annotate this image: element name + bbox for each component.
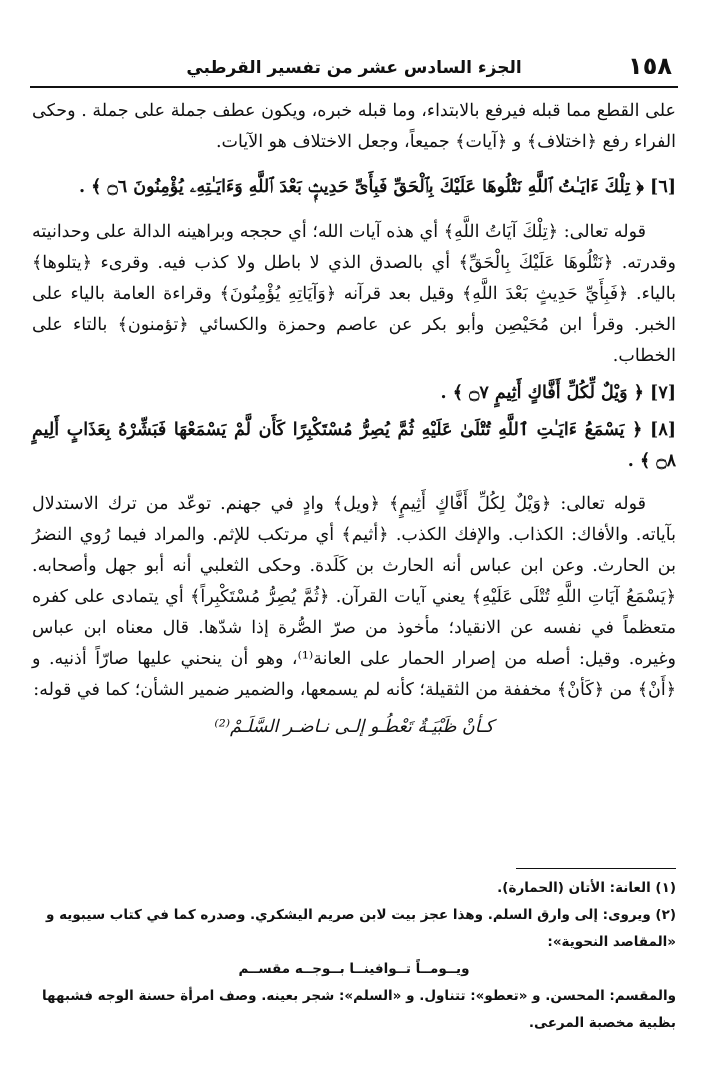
footnote-divider bbox=[516, 868, 676, 869]
running-title: الجزء السادس عشر من تفسير القرطبي bbox=[186, 58, 522, 78]
footnote-1: (١) العانة: الأتان (الحمارة). bbox=[497, 880, 676, 896]
commentary-verses-7-8: قوله تعالى: ﴿وَيْلٌ لِكُلِّ أَفَّاكٍ أَثِيمٍ﴾ ﴿ويل﴾ وادٍ في جهنم. توعّد من ترك الاستدلال بآياته. والأفاك: الكذاب. والإفك الكذب. ﴿أثيم﴾ أي مرتكب للإثم. والمراد فيما رُوي النضرُ بن الحارث. وعن ابن عباس أنه الحارث بن كَلَدة. وحكى الثعلبي أنه أبو جهل وأصحابه. ﴿يَسْمَعُ آيَاتِ اللَّهِ تُتْلَى عَلَيْهِ﴾ يعني آيات القرآن. ﴿ثُمَّ يُصِرُّ مُسْتَكْبِراً﴾ أي يتمادى على كفره متعظماً في نفسه عن الانقياد؛ مأخوذ من صرّ الصُّرة إذا شدّها. قال معناه ابن عباس وغيره. وقيل: أصله من إصرار الحمار على العانة⁽¹⁾، وهو أن ينحني عليها صارّاً أذنيه. و ﴿أَنْ﴾ من ﴿كَأنْ﴾ مخففة من الثقيلة؛ كأنه لم يسمعها، والضمير ضمير الشأن؛ كما في قوله: bbox=[32, 494, 676, 700]
paragraph: على القطع مما قبله فيرفع بالابتداء، وما قبله خبره، ويكون عطف جملة على جملة . وحكى الفراء رفع ﴿اختلاف﴾ و ﴿آيات﴾ جميعاً، وجعل الاختلاف هو الآيات. bbox=[32, 101, 676, 152]
page-number: ١٥٨ bbox=[628, 52, 672, 80]
verse-8: [٨] ﴿ يَسْمَعُ ءَايَـٰتِ ٱللَّهِ تُتْلَىٰ عَلَيْهِ ثُمَّ يُصِرُّ مُسْتَكْبِرًا كَأَن لَّمْ يَسْمَعْهَا فَبَشِّرْهُ بِعَذَابٍ أَلِيمٍ ۝٨ ﴾ . bbox=[32, 420, 676, 471]
page-header bbox=[30, 50, 678, 88]
footnotes bbox=[32, 868, 676, 1037]
poetry-line: كـأنْ ظَبْيَـةٌ تَعْطُـو إلـى نـاضـر السَّلَـمْ⁽²⁾ bbox=[214, 717, 494, 737]
verse-7: [٧] ﴿ وَيْلٌ لِّكُلِّ أَفَّاكٍ أَثِيمٍ ۝٧ ﴾ . bbox=[440, 383, 676, 403]
commentary-verse-6: قوله تعالى: ﴿تِلْكَ آيَاتُ اللَّهِ﴾ أي هذه آيات الله؛ أي حججه وبراهينه الدالة على وحدانيته وقدرته. ﴿نَتْلُوهَا عَلَيْكَ بِالْحَقِّ﴾ أي بالصدق الذي لا باطل ولا كذب فيه. وقرىء ﴿يتلوها﴾ بالياء. ﴿فَبِأَيِّ حَدِيثٍ بَعْدَ اللَّهِ﴾ وقيل بعد قرآنه ﴿وَآيَاتِهِ يُؤْمِنُونَ﴾ وقراءة العامة بالياء على الخبر. وقرأ ابن مُحَيْصِن وأبو بكر عن عاصم وحمزة والكسائي ﴿تؤمنون﴾ بالتاء على الخطاب. bbox=[32, 222, 676, 366]
footnote-2-verse: ويــومــاً تــوافينــا بــوجــه مقســم bbox=[238, 961, 470, 977]
footnote-2: (٢) ويروى: إلى وارق السلم. وهذا عجز بيت لابن صريم اليشكري. وصدره كما في كتاب سيبويه و «المقاصد النحوية»: bbox=[46, 907, 676, 950]
footnote-2-gloss: والمقسم: المحسن. و «تعطو»: تتناول. و «السلم»: شجر بعينه. وصف امرأة حسنة الوجه فشبهها بظبية مخصبة المرعى. bbox=[41, 988, 676, 1031]
verse-6: [٦] ﴿ تِلْكَ ءَايَـٰتُ ٱللَّهِ نَتْلُوهَا عَلَيْكَ بِٱلْحَقِّ فَبِأَىِّ حَدِيثٍۭ بَعْدَ ٱللَّهِ وَءَايَـٰتِهِۦ يُؤْمِنُونَ ۝٦ ﴾ . bbox=[78, 177, 676, 197]
main-text bbox=[32, 96, 676, 743]
